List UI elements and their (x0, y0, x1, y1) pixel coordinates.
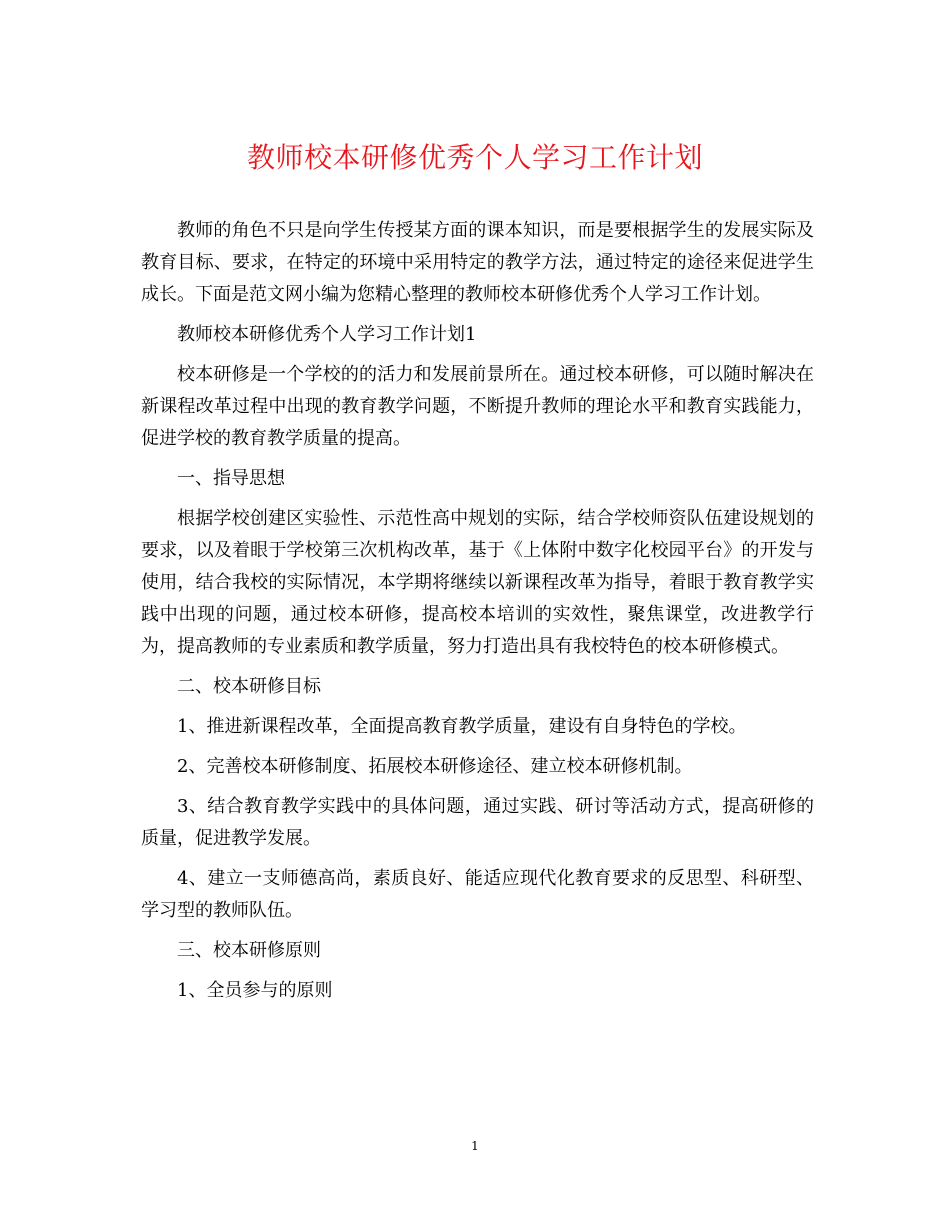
goal-item: 3、结合教育教学实践中的具体问题，通过实践、研讨等活动方式，提高研修的质量，促进教学发展。 (141, 796, 814, 849)
goal-item: 1、推进新课程改革，全面提高教育教学质量，建设有自身特色的学校。 (177, 716, 747, 737)
section-heading-goals: 二、校本研修目标 (177, 676, 321, 697)
intro-paragraph: 教师的角色不只是向学生传授某方面的课本知识，而是要根据学生的发展实际及教育目标、要求，在特定的环境中采用特定的教学方法，通过特定的途径来促进学生成长。下面是范文网小编为您精心整理的教师校本研修优秀个人学习工作计划。 (141, 220, 814, 305)
section-heading-guiding-ideology: 一、指导思想 (177, 468, 285, 489)
page-number: 1 (471, 1139, 479, 1153)
document-title: 教师校本研修优秀个人学习工作计划 (246, 141, 703, 174)
body-paragraph: 校本研修是一个学校的的活力和发展前景所在。通过校本研修，可以随时解决在新课程改革过程中出现的教育教学问题，不断提升教师的理论水平和教育实践能力，促进学校的教育教学质量的提高。 (141, 364, 814, 449)
document-body (141, 215, 814, 1015)
body-paragraph: 根据学校创建区实验性、示范性高中规划的实际，结合学校师资队伍建设规划的要求，以及着眼于学校第三次机构改革，基于《上体附中数字化校园平台》的开发与使用，结合我校的实际情况，本学期将继续以新课程改革为指导，着眼于教育教学实践中出现的问题，通过校本研修，提高校本培训的实效性，聚焦课堂，改进教学行为，提高教师的专业素质和教学质量，努力打造出具有我校特色的校本研修模式。 (141, 508, 814, 657)
goal-item: 2、完善校本研修制度、拓展校本研修途径、建立校本研修机制。 (177, 756, 693, 777)
principle-item: 1、全员参与的原则 (177, 980, 333, 1001)
goal-item: 4、建立一支师德高尚，素质良好、能适应现代化教育要求的反思型、科研型、学习型的教师队伍。 (141, 868, 814, 921)
section-heading-principles: 三、校本研修原则 (177, 940, 321, 961)
plan-heading: 教师校本研修优秀个人学习工作计划1 (177, 324, 477, 345)
